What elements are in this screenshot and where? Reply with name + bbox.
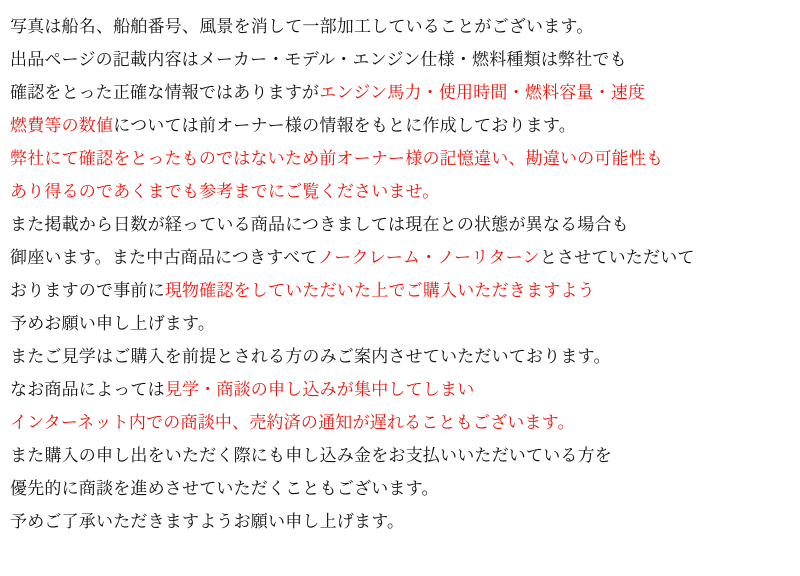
notice-line [10,109,792,142]
body-text: 予めお願い申し上げます。 [10,314,216,333]
body-text: なお商品によっては [10,380,165,399]
body-text: 写真は船名、船舶番号、風景を消して一部加工していることがございます。 [10,17,594,36]
notice-line [10,274,792,307]
notice-line [10,340,792,373]
notice-line [10,142,792,175]
body-text: 予めご了承いただきますようお願い申し上げます。 [10,512,405,531]
body-text: とさせていただいて [539,248,695,267]
emphasis-text: 燃費等の数値 [10,116,114,135]
emphasis-text: 見学・商談の申し込みが集中してしまい [164,380,475,399]
emphasis-text: 現物確認をしていただいた上でご購入いただきますよう [164,281,595,300]
notice-line [10,406,792,439]
emphasis-text: エンジン馬力・使用時間・燃料容量・速度 [319,83,646,102]
emphasis-text: あり得るのであくまでも参考までにご覧くださいませ。 [10,182,440,201]
notice-line [10,307,792,340]
notice-line [10,175,792,208]
notice-line [10,76,792,109]
emphasis-text: インターネット内での商談中、売約済の通知が遅れることもございます。 [10,413,575,432]
notice-line [10,43,792,76]
notice-line [10,373,792,406]
body-text: 優先的に商談を進めさせていただくこともございます。 [10,479,439,498]
notice-line [10,472,792,505]
notice-line [10,505,792,538]
body-text: また掲載から日数が経っている商品につきましては現在との状態が異なる場合も [10,215,629,234]
notice-line [10,439,792,472]
emphasis-text: 弊社にて確認をとったものではないため前オーナー様の記憶違い、勘違いの可能性も [10,149,664,168]
body-text: おりますので事前に [10,281,165,300]
body-text: また購入の申し出をいただく際にも申し込み金をお支払いいただいている方を [10,446,612,465]
notice-line [10,241,792,274]
body-text: 確認をとった正確な情報ではありますが [10,83,320,102]
body-text: またご見学はご購入を前提とされる方のみご案内させていただいております。 [10,347,611,366]
body-text: 出品ページの記載内容はメーカー・モデル・エンジン仕様・燃料種類は弊社でも [10,50,627,69]
body-text: 御座います。また中古商品につきすべて [10,248,318,267]
notice-line [10,10,792,43]
emphasis-text: ノークレーム・ノーリターン [317,248,540,267]
body-text: については前オーナー様の情報をもとに作成しております。 [113,116,576,135]
notice-line [10,208,792,241]
